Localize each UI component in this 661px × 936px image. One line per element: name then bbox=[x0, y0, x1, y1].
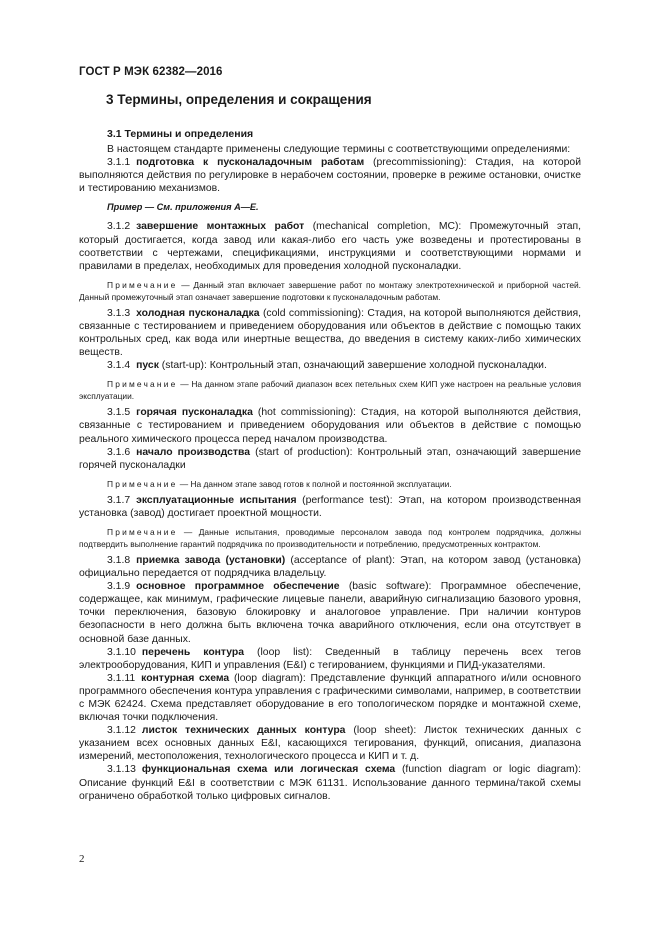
term-3-1-10 bbox=[79, 646, 581, 672]
term-name: завершение монтажных работ bbox=[136, 221, 305, 233]
term-number: 3.1.10 bbox=[107, 646, 136, 658]
term-name: эксплуатационные испытания bbox=[136, 494, 297, 506]
term-3-1-5 bbox=[79, 406, 581, 445]
term-3-1-9 bbox=[79, 580, 581, 645]
term-definition: (start-up): Контрольный этап, означающий завершение холодной пусконаладки. bbox=[158, 360, 547, 372]
term-definition: (basic software): Программное обеспечение, содержащее, как минимум, графические лицевые панели, аварийную сигнализацию базового уровня, точки переключения, базовую блокировку и аналоговое управление. При наличии контуров безопасности в него должна быть включена точка аварийного отключения, если она отсутствует в основной базе данных. bbox=[79, 581, 581, 645]
note-3-1-4 bbox=[79, 378, 581, 402]
note-label: Примечание bbox=[107, 478, 178, 489]
term-number: 3.1.8 bbox=[107, 554, 131, 566]
example-note: Пример — См. приложения А—Е. bbox=[107, 202, 259, 213]
term-3-1-3 bbox=[79, 307, 581, 359]
term-3-1-6 bbox=[79, 446, 581, 472]
note-text: — На данном этапе завод готов к полной и постоянной эксплуатации. bbox=[177, 478, 452, 489]
term-number: 3.1.12 bbox=[107, 725, 136, 737]
term-3-1-2 bbox=[79, 220, 581, 272]
note-3-1-7 bbox=[79, 526, 581, 550]
term-number: 3.1.1 bbox=[107, 157, 131, 169]
note-label: Примечание bbox=[107, 279, 178, 290]
term-name: основное программное обеспечение bbox=[136, 581, 340, 593]
note-label: Примечание bbox=[107, 379, 178, 390]
term-number: 3.1.3 bbox=[107, 307, 131, 319]
term-name: функциональная схема или логическая схема bbox=[141, 764, 396, 776]
note-label: Примечание bbox=[107, 526, 178, 537]
term-definition: (acceptance of plant): Этап, на котором завод (установка) официально передается от подрядчика владельцу. bbox=[79, 554, 582, 580]
term-name: горячая пусконаладка bbox=[136, 407, 253, 419]
note-text: — Данные испытания, проводимые персоналом завода под контролем подрядчика, должны подтвердить выполнение гарантий подрядчика по производительности и потреблению, предусмотренных контрактом. bbox=[79, 526, 581, 549]
subsection-title: 3.1 Термины и определения bbox=[107, 128, 254, 140]
term-name: приемка завода (установки) bbox=[136, 554, 286, 566]
term-name: контурная схема bbox=[141, 672, 230, 684]
document-header: ГОСТ Р МЭК 62382—2016 bbox=[79, 66, 223, 78]
term-definition: (performance test): Этап, на котором производственная установка (завод) достигает проектной мощности. bbox=[79, 494, 582, 519]
term-name: начало производства bbox=[136, 446, 250, 458]
term-number: 3.1.9 bbox=[107, 581, 131, 593]
term-name: подготовка к пусконаладочным работам bbox=[136, 157, 365, 169]
note-text: — Данный этап включает завершение работ по монтажу электротехнической и приборной частей. Данный промежуточный этап означает завершение подготовки к пусконаладочным работам. bbox=[79, 279, 581, 302]
term-number: 3.1.2 bbox=[107, 221, 131, 233]
term-3-1-8 bbox=[79, 554, 581, 580]
term-3-1-7 bbox=[79, 494, 581, 520]
term-name: перечень контура bbox=[141, 646, 245, 658]
intro-paragraph: В настоящем стандарте применены следующие термины с соответствующими определениями: bbox=[107, 144, 571, 155]
term-3-1-4 bbox=[79, 359, 581, 372]
term-number: 3.1.5 bbox=[107, 407, 131, 419]
note-text: — На данном этапе рабочий диапазон всех петельных схем КИП уже настроен на реальные условия эксплуатации. bbox=[79, 379, 581, 402]
term-3-1-13 bbox=[79, 763, 581, 802]
term-number: 3.1.7 bbox=[107, 494, 131, 506]
term-definition: (loop list): Сведенный в таблицу перечень всех тегов электрооборудования, КИП и управления (E&I) с тегированием, функциями и ПИД-указателями. bbox=[79, 646, 581, 671]
term-definition: (loop sheet): Листок технических данных с указанием всех основных данных E&I, касающихся тегирования, функций, описания, диапазона измерений, местоположения, технологического процесса и КИП и т. д. bbox=[79, 725, 581, 763]
note-3-1-2 bbox=[79, 279, 581, 303]
term-definition: (cold commissioning): Стадия, на которой выполняются действия, связанные с тестированием и приведением оборудования или объектов в действие с помощью таких контрольных сред, как вода или инертные вещества, до введения в систему каких-либо химических веществ. bbox=[79, 307, 581, 359]
term-3-1-1 bbox=[79, 156, 581, 195]
term-number: 3.1.4 bbox=[107, 360, 131, 372]
term-name: холодная пусконаладка bbox=[136, 307, 260, 319]
term-3-1-12 bbox=[79, 724, 581, 763]
term-number: 3.1.13 bbox=[107, 764, 136, 776]
term-definition: (mechanical completion, MC): Промежуточный этап, который достигается, когда завод или какая-либо его часть уже возведены и протестированы в соответствии с чертежами, спецификациями, инструкциями и соответствующими нормами и правилами в пределах, необходимых для проведения холодной пусконаладки. bbox=[79, 221, 581, 272]
term-3-1-11 bbox=[79, 672, 581, 724]
term-definition: (start of production): Контрольный этап, означающий завершение горячей пусконаладки bbox=[79, 446, 581, 471]
term-definition: (function diagram or logic diagram): Описание функций E&I в соответствии с МЭК 61131. Использование данного термина/такой схемы ограничено обработкой только цифровых сигналов. bbox=[79, 764, 581, 802]
note-3-1-6 bbox=[79, 478, 581, 490]
term-name: листок технических данных контура bbox=[141, 725, 346, 737]
document-body bbox=[79, 143, 581, 803]
term-definition: (precommissioning): Стадия, на которой выполняются действия по регулировке в нерабочем состоянии, проверке в режиме остановки, очистке и тестированию механизмов. bbox=[79, 157, 581, 195]
section-title: 3 Термины, определения и сокращения bbox=[106, 92, 372, 107]
page-number: 2 bbox=[79, 853, 85, 865]
term-definition: (loop diagram): Представление функций аппаратного и/или основного программного обеспечения контура управления с графическими символами, например, в соответствии с МЭК 62424. Схема представляет оборудование в его топологическом порядке и монтажной схеме, включая точки подключения. bbox=[79, 672, 581, 724]
term-definition: (hot commissioning): Стадия, на которой выполняются действия, связанные с тестированием и приведением оборудования или объектов в действие с помощью реального химического процесса перед началом производства. bbox=[79, 407, 581, 445]
term-number: 3.1.6 bbox=[107, 446, 131, 458]
term-name: пуск bbox=[136, 360, 159, 372]
term-number: 3.1.11 bbox=[107, 672, 136, 684]
